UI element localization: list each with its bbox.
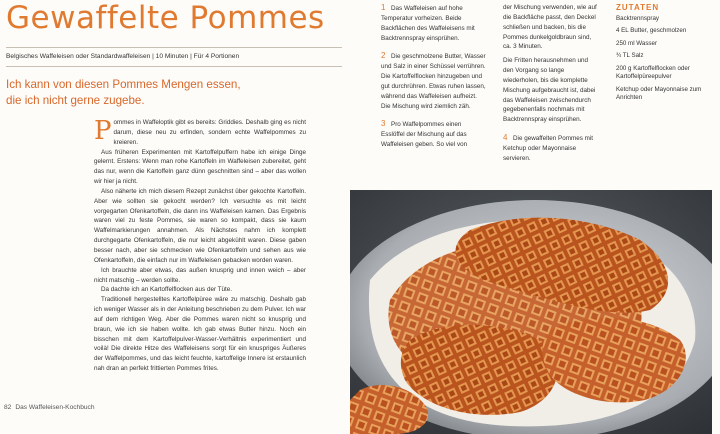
- lead-line-2: die ich nicht gerne zugebe.: [6, 94, 145, 107]
- recipe-meta: Belgisches Waffeleisen oder Standardwaffeleisen | 10 Minuten | Für 4 Portionen: [6, 53, 240, 60]
- ingredient-item: 250 ml Wasser: [616, 39, 658, 47]
- step-3: 3 Pro Waffelpommes einen Esslöffel der Mischung auf das Waffeleisen geben. So viel von: [381, 119, 468, 149]
- step-2: 2 Die geschmolzene Butter, Wasser und Salz in einer Schüssel verrühren. Die Kartoffelflocken hinzugeben und gut durchrühren. Etwas ruhen lassen, während das Waffeleisen aufheizt. Die Mischung wird ziemlich zäh.: [381, 51, 486, 110]
- ingredient-item: ¾ TL Salz: [616, 52, 644, 60]
- ingredient-item: 4 EL Butter, geschmolzen: [616, 27, 687, 35]
- step-4: 4 Die gewaffelten Pommes mit Ketchup oder Mayonnaise servieren.: [503, 133, 594, 162]
- waffle-fries-illustration: [350, 190, 712, 434]
- body-paragraph: Traditionell hergestelltes Kartoffelpüree wäre zu matschig. Deshalb gab ich weniger Wasser als in der Anleitung beschrieben zu dem Pulver. Ich war auf dem richtigen Weg. Aber die Pommes waren nicht so knusprig und braun, wie ich sie haben wollte. Ich gab etwas Butter hinzu. Noch ein bisschen mit dem Kartoffelpulver-Wasser-Verhältnis experimentiert und voilà! Die direkte Hitze des Waffeleisens sorgt für ein knuspriges Äußeres der Waffelpommes, und das leicht feuchte, kartoffelige Innere ist erstaunlich nah dran an perfekt frittierten Pommes frites.: [94, 296, 306, 373]
- ingredient-item: Ketchup oder Mayonnaise zum Anrichten: [616, 85, 702, 102]
- body-paragraph: Da dachte ich an Kartoffelflocken aus der Tüte.: [101, 286, 233, 294]
- step-3-continued: der Mischung verwenden, wie auf die Backfläche passt, den Deckel schließen und backen, bis die Pommes dunkelgoldbraun sind, ca. 3 Minuten.: [503, 4, 597, 51]
- body-paragraph: Ich brauchte aber etwas, das außen knusprig und innen weich – aber nicht matschig – werden sollte.: [94, 266, 306, 284]
- lead-line-1: Ich kann von diesen Pommes Mengen essen,: [6, 78, 241, 91]
- ingredient-item: 200 g Kartoffelflocken oder Kartoffelpüreepulver: [616, 64, 690, 81]
- ingredients-list: [616, 15, 720, 107]
- step-3-repeat: Die Fritten herausnehmen und den Vorgang so lange wiederholen, bis die komplette Mischung aufgebraucht ist, dabei das Waffeleisen zwischendurch gegebenenfalls nochmals mit Backtrennspray einsprühen.: [503, 57, 596, 124]
- steps-column-2: [503, 3, 600, 168]
- body-paragraph: Also näherte ich mich diesem Rezept zunächst über gekochte Kartoffeln. Aber wie sollten sie gekocht werden? Ich versuchte es mit leicht vorgegarten Ofenkartoffeln, die dann ins Waffeleisen kamen. Das Ergebnis waren viel zu feste Pommes, sie waren so kompakt, dass sie kaum Waffelmarkierungen annahmen. Als Nächstes nahm ich komplett durchgegarte Ofenkartoffeln, die nur leicht abgekühlt waren. Diese gaben besser nach, aber sie schmecken wie Ofenkartoffeln und sehen aus wie Ofenkartoffeln, die einfach nur im Waffeleisen gebacken worden waren.: [94, 187, 306, 264]
- body-paragraph: ommes in Waffeloptik gibt es bereits: Griddies. Deshalb ging es nicht darum, diese neu zu erfinden, sondern echte Waffelpommes zu kreieren.: [113, 119, 306, 146]
- step-1: 1 Das Waffeleisen auf hohe Temperatur vorheizen. Beide Backflächen des Waffeleisens mit Backtrennspray einsprühen.: [381, 3, 475, 42]
- steps-column-1: [381, 3, 486, 154]
- page-number: 82: [4, 404, 12, 411]
- ingredient-item: Backtrennspray: [616, 15, 659, 22]
- page-footer: [4, 404, 95, 411]
- lead-text: [6, 77, 346, 109]
- meta-rule: [6, 66, 342, 67]
- recipe-title: Gewaffelte Pommes: [6, 0, 325, 36]
- waffle-fries-photo: [350, 190, 712, 434]
- book-title: Das Waffeleisen-Kochbuch: [15, 404, 95, 411]
- body-paragraph: Aus früheren Experimenten mit Kartoffelpuffern habe ich einige Dinge gelernt. Erstens: Wenn man rohe Kartoffeln im Waffeleisen zubereitet, geht das nur, wenn die Kartoffeln ganz dünn geschnitten sind – aber das wollen wir hier ja nicht.: [94, 148, 306, 186]
- intro-body: [94, 118, 306, 374]
- title-rule: [6, 47, 342, 48]
- ingredients-title: ZUTATEN: [616, 3, 660, 12]
- drop-cap: P: [94, 116, 112, 146]
